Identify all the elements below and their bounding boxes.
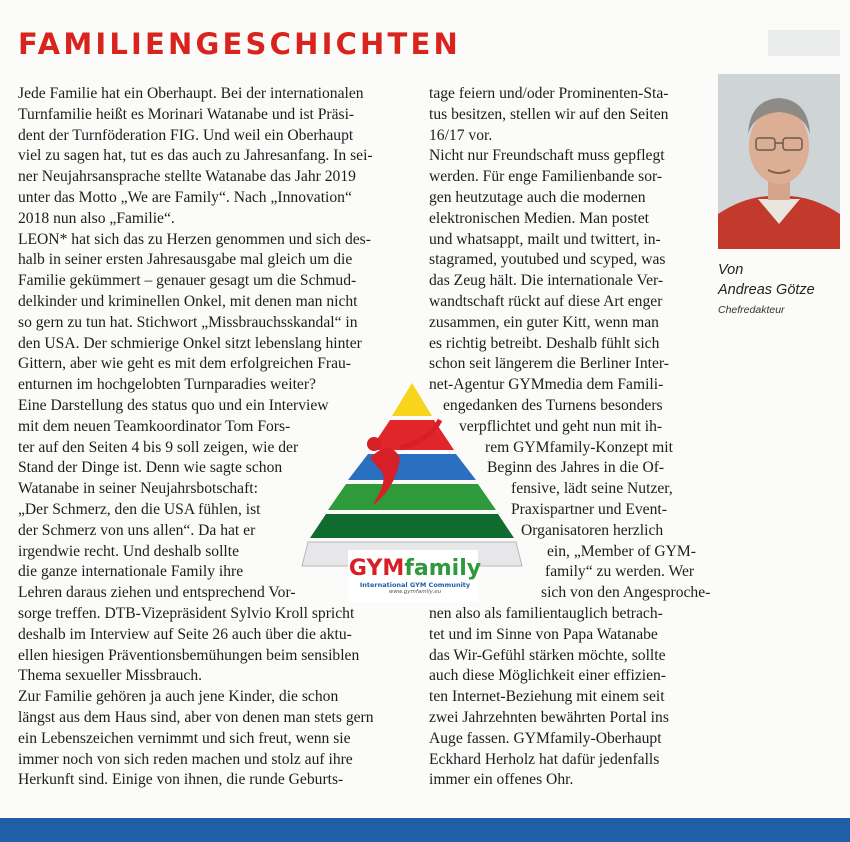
byline-prefix: Von: [718, 262, 744, 278]
text-line: irgendwie recht. Und deshalb sollte: [18, 542, 240, 560]
author-byline: [718, 260, 815, 300]
text-line: Herkunft sind. Einige von ihnen, die runde Geburts-: [18, 771, 344, 789]
text-line: werden. Für enge Familienbande sor-: [429, 168, 663, 186]
text-line: so gern zu tun hat. Stichwort „Missbrauchsskandal“ in: [18, 313, 358, 331]
bottom-color-bar: [0, 818, 850, 842]
text-line: den USA. Der schmierige Onkel sitzt lebenslang hinter: [18, 334, 362, 352]
text-line: Nicht nur Freundschaft muss gepflegt: [429, 147, 665, 165]
text-line: Jede Familie hat ein Oberhaupt. Bei der internationalen: [18, 85, 364, 102]
text-line: tus besitzen, stellen wir auf den Seiten: [429, 105, 669, 123]
text-line: halb in seiner ersten Jahresausgabe mal gleich um die: [18, 251, 353, 269]
text-line: längst aus dem Haus sind, aber von denen man stets gern: [18, 708, 374, 726]
text-line: family“ zu werden. Wer: [545, 563, 695, 581]
text-line: Lehren daraus ziehen und entsprechend Vor-: [18, 584, 296, 602]
text-line: ein Lebenszeichen vernimmt und sich freut, wenn sie: [18, 729, 351, 747]
text-line: Organisatoren herzlich: [521, 521, 664, 539]
logo-url: www.gymfamily.eu: [388, 588, 442, 595]
text-line: ner Neujahrsansprache stellte Watanabe das Jahr 2019: [18, 168, 356, 186]
text-line: enturnen im hochgelobten Turnparadies weiter?: [18, 376, 316, 394]
logo-wordmark: [340, 558, 490, 595]
logo-tagline: International GYM Community: [359, 581, 471, 589]
author-photo: [718, 74, 840, 249]
text-line: LEON* hat sich das zu Herzen genommen und sich des-: [18, 230, 371, 248]
text-line: unter das Motto „We are Family“. Nach „Innovation“: [18, 188, 352, 206]
text-line: Eine Darstellung des status quo und ein Interview: [18, 396, 329, 414]
corner-tab: [768, 30, 840, 56]
pyramid-layer-blue: [348, 454, 476, 480]
text-line: auch diese Möglichkeit einer effizien-: [429, 667, 666, 685]
text-line: immer noch von sich reden machen und stolz auf ihre: [18, 750, 353, 768]
text-line: Praxispartner und Event-: [511, 500, 667, 518]
text-line: ellen hiesigen Präventionsbemühungen beim sensiblen: [18, 646, 360, 664]
text-line: immer ein offenes Ohr.: [429, 771, 574, 789]
text-line: Thema sexueller Missbrauch.: [18, 667, 203, 685]
pyramid-layer-green: [328, 484, 496, 510]
text-line: Beginn des Jahres in die Of-: [487, 459, 665, 477]
text-line: engedanken des Turnens besonders: [443, 396, 663, 414]
text-line: zusammen, ein guter Kitt, wenn man: [429, 313, 659, 331]
logo-family: family: [404, 556, 482, 581]
text-line: verpflichtet und geht nun mit ih-: [459, 417, 663, 435]
text-line: wandtschaft rückt auf diese Art enger: [429, 292, 663, 310]
text-line: Gittern, aber wie geht es mit dem erfolgreichen Frau-: [18, 355, 351, 373]
text-line: fensive, lädt seine Nutzer,: [511, 480, 673, 498]
author-role: Chefredakteur: [718, 304, 785, 316]
text-line: tage feiern und/oder Prominenten-Sta-: [429, 85, 669, 102]
gymfamily-logo: [300, 378, 525, 613]
text-line: die ganze internationale Family ihre: [18, 563, 244, 581]
text-line: zwei Jahrzehnten bewährten Portal ins: [429, 708, 669, 726]
text-line: viel zu sagen hat, tut es das auch zu Jahresanfang. In sei-: [18, 147, 373, 165]
text-line: deshalb im Interview auf Seite 26 auch über die aktu-: [18, 625, 352, 643]
text-line: ein, „Member of GYM-: [547, 542, 696, 560]
text-line: Eckhard Herholz hat dafür jedenfalls: [429, 750, 660, 768]
text-line: mit dem neuen Teamkoordinator Tom Fors-: [18, 417, 291, 435]
text-line: dent der Turnföderation FIG. Und weil ein Oberhaupt: [18, 126, 354, 144]
pyramid-layer-yellow: [392, 383, 432, 416]
text-line: 16/17 vor.: [429, 126, 493, 144]
text-line: und whatsappt, mailt und twittert, in-: [429, 230, 661, 248]
text-line: sorge treffen. DTB-Vizepräsident Sylvio Kroll spricht: [18, 604, 355, 622]
text-line: ter auf den Seiten 4 bis 9 soll zeigen, wie der: [18, 438, 299, 456]
logo-gym: GYM: [348, 556, 405, 581]
text-line: delkinder und kriminellen Onkel, mit denen man nicht: [18, 292, 358, 310]
author-name: Andreas Götze: [718, 282, 815, 298]
text-line: Familie gekümmert – genauer gesagt um die Schmud-: [18, 272, 357, 290]
text-line: Turnfamilie heißt es Morinari Watanabe und ist Präsi-: [18, 105, 355, 123]
pyramid-layer-dark-green: [310, 514, 514, 538]
text-line: der Schmerz von uns allen“. Da hat er: [18, 521, 256, 539]
text-line: nen also als familientauglich betrach-: [429, 604, 663, 622]
text-line: schon seit längerem die Berliner Inter-: [429, 355, 669, 373]
text-line: es richtig betreibt. Deshalb fühlt sich: [429, 334, 660, 352]
text-line: elektronischen Medien. Man postet: [429, 209, 649, 227]
text-line: gen heutzutage auch die modernen: [429, 188, 646, 206]
text-line: „Der Schmerz, den die USA fühlen, ist: [18, 500, 261, 518]
text-line: rem GYMfamily-Konzept mit: [485, 438, 673, 456]
text-line: stagramed, youtubed und scyped, was: [429, 251, 666, 269]
text-line: das Zeug hält. Die internationale Ver-: [429, 272, 664, 290]
text-line: net-Agentur GYMmedia dem Famili-: [429, 376, 664, 394]
text-line: das Wir-Gefühl stärken möchte, sollte: [429, 646, 666, 664]
text-line: 2018 nun also „Familie“.: [18, 209, 175, 227]
text-line: Zur Familie gehören ja auch jene Kinder, die schon: [18, 688, 339, 706]
text-line: Auge fassen. GYMfamily-Oberhaupt: [429, 729, 662, 747]
text-line: sich von den Angesproche-: [541, 584, 711, 602]
text-line: ten Internet-Beziehung mit einem seit: [429, 688, 665, 706]
text-line: Watanabe in seiner Neujahrsbotschaft:: [18, 480, 258, 498]
page-title: FAMILIENGESCHICHTEN: [18, 27, 461, 61]
text-line: Stand der Dinge ist. Denn wie sagte schon: [18, 459, 283, 477]
text-line: tet und im Sinne von Papa Watanabe: [429, 625, 658, 643]
